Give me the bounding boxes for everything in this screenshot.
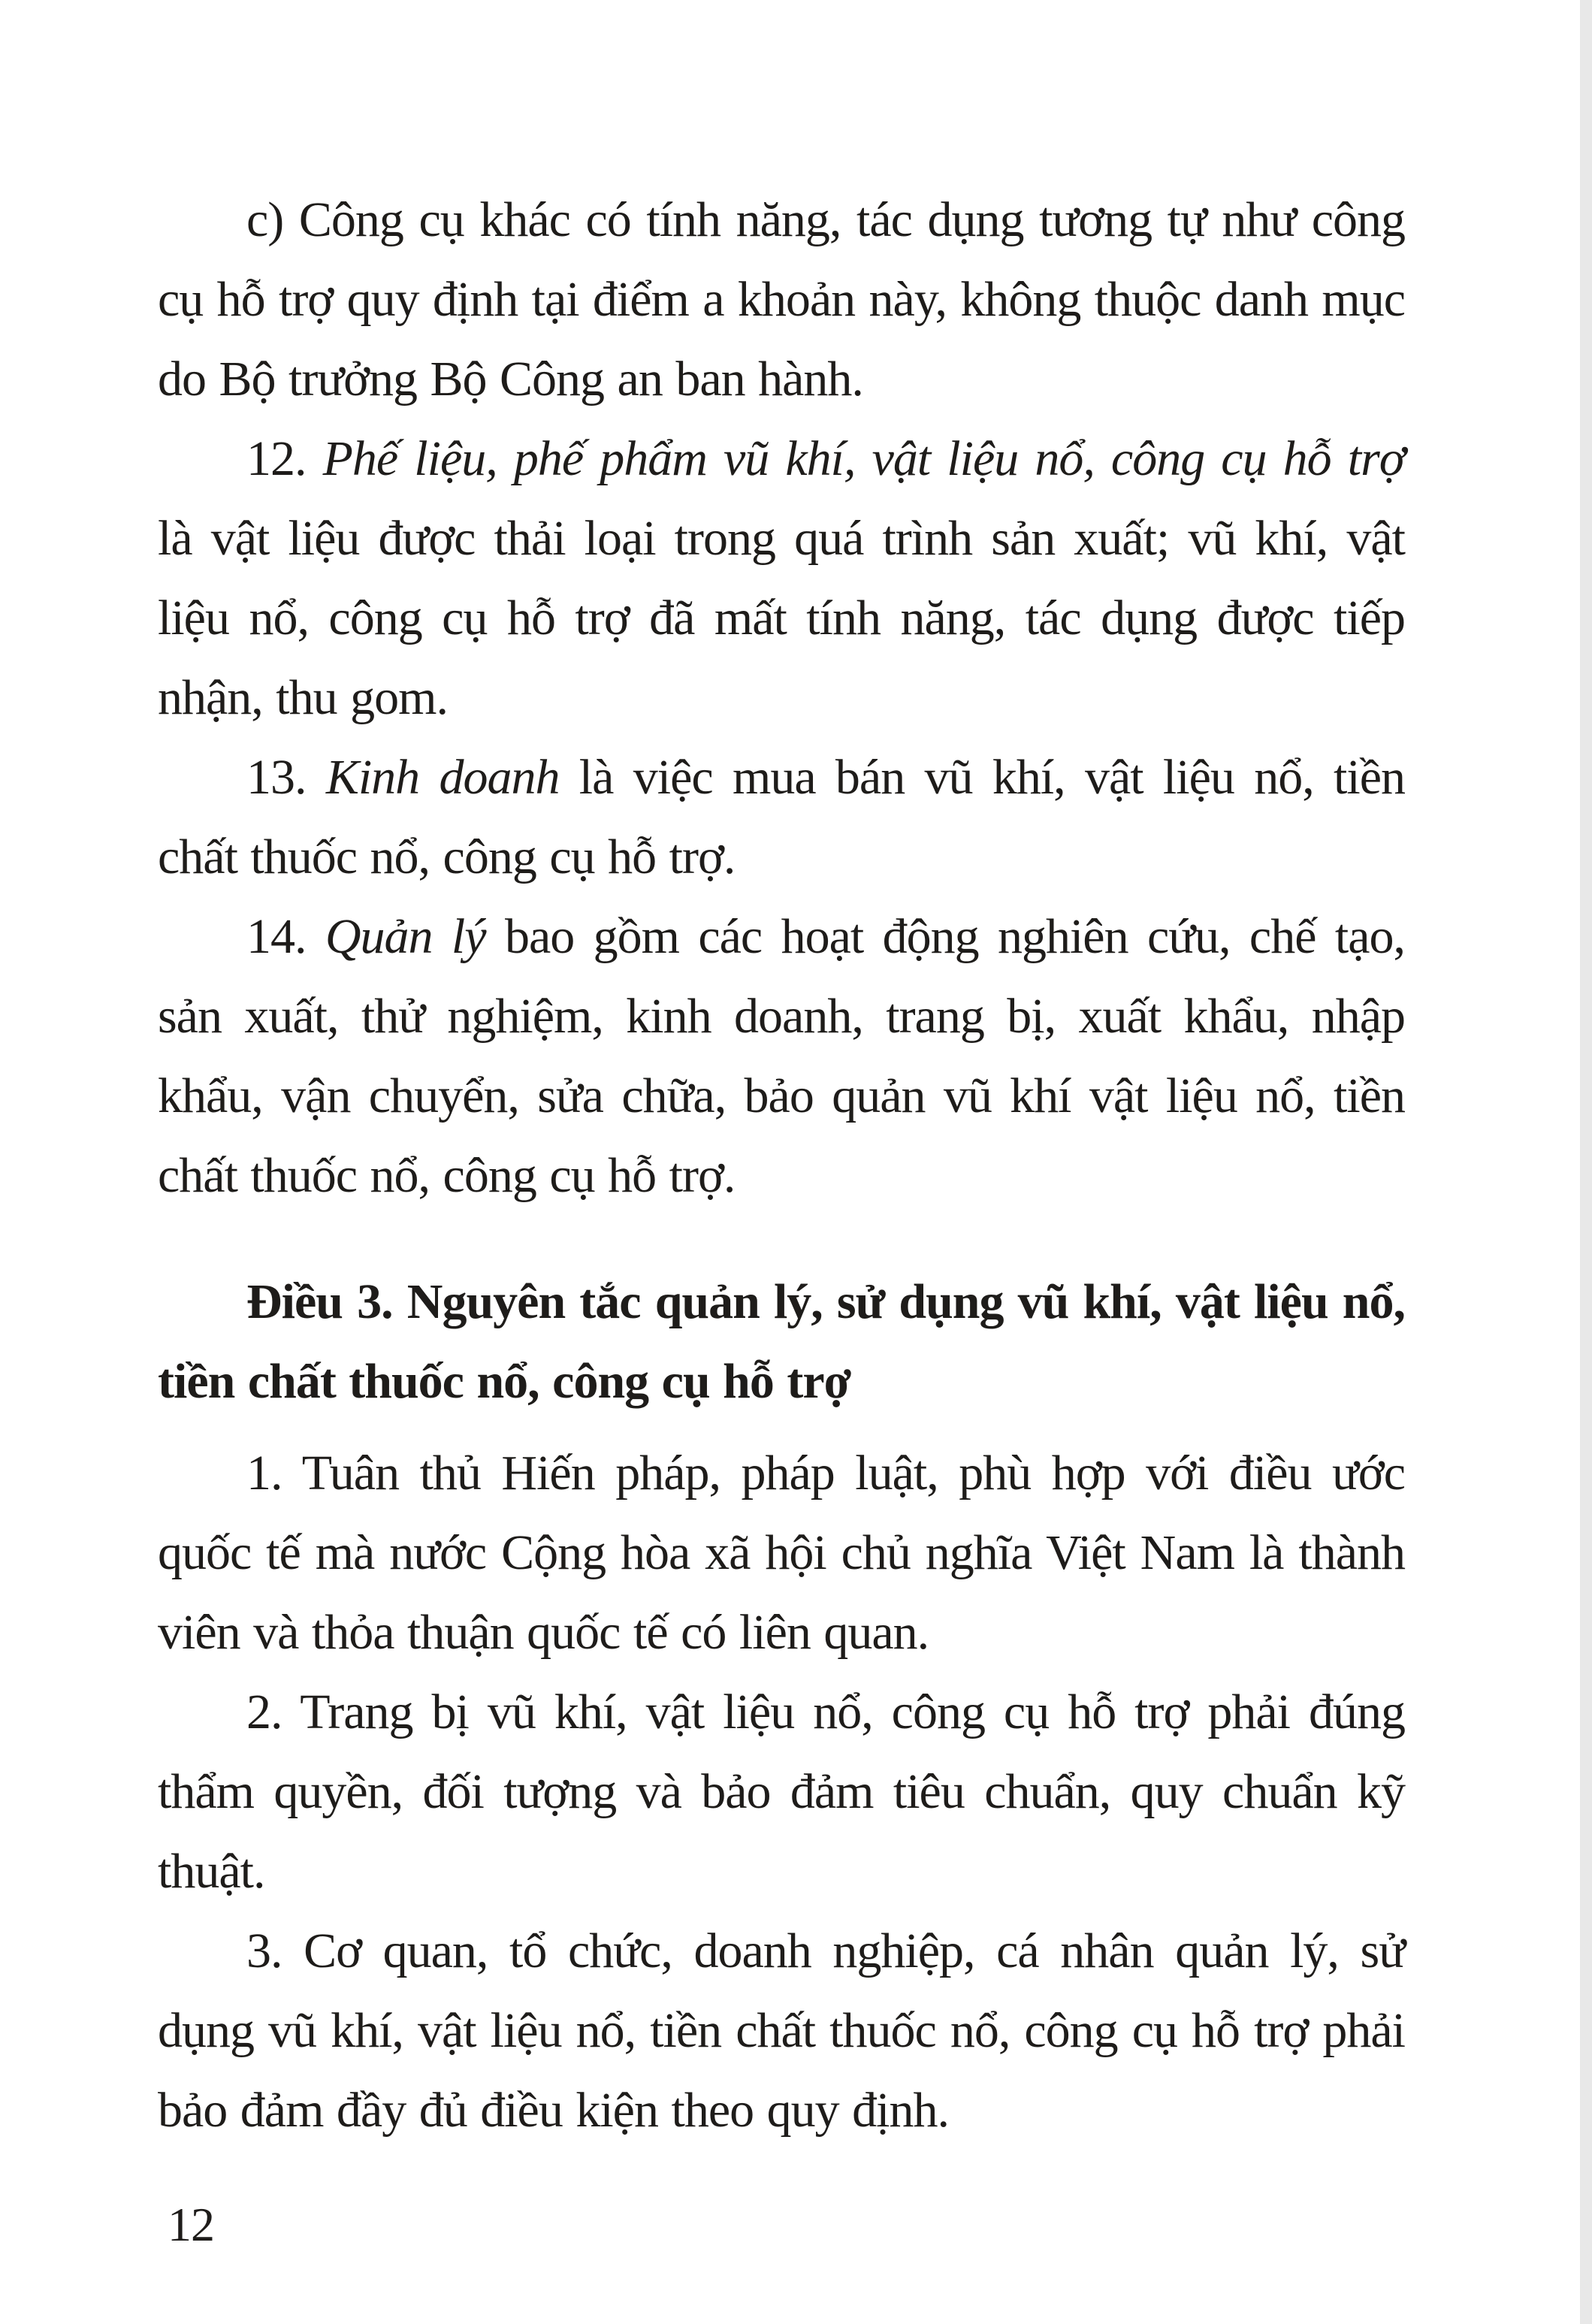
- clause-12-body: là vật liệu được thải loại trong quá trình sản xuất; vũ khí, vật liệu nổ, công cụ hỗ trợ đã mất tính năng, tác dụng được tiếp nhận, thu gom.: [158, 511, 1405, 725]
- clause-14-body: bao gồm các hoạt động nghiên cứu, chế tạo, sản xuất, thử nghiệm, kinh doanh, trang bị, xuất khẩu, nhập khẩu, vận chuyển, sửa chữa, bảo quản vũ khí vật liệu nổ, tiền chất thuốc nổ, công cụ hỗ trợ.: [158, 909, 1406, 1203]
- clause-14-term: Quản lý: [325, 909, 486, 964]
- clause-13-term: Kinh doanh: [325, 750, 560, 805]
- paragraph-point-c: c) Công cụ khác có tính năng, tác dụng tương tự như công cụ hỗ trợ quy định tại điểm a khoản này, không thuộc danh mục do Bộ trưởng Bộ Công an ban hành.: [158, 192, 1405, 406]
- scan-edge-strip: [1580, 0, 1592, 2324]
- article-3-heading: Điều 3. Nguyên tắc quản lý, sử dụng vũ khí, vật liệu nổ, tiền chất thuốc nổ, công cụ hỗ trợ: [158, 1274, 1405, 1409]
- paragraph-clause-2: 2. Trang bị vũ khí, vật liệu nổ, công cụ hỗ trợ phải đúng thẩm quyền, đối tượng và bảo đảm tiêu chuẩn, quy chuẩn kỹ thuật.: [158, 1685, 1405, 1899]
- paragraph-clause-1: 1. Tuân thủ Hiến pháp, pháp luật, phù hợp với điều ước quốc tế mà nước Cộng hòa xã hội chủ nghĩa Việt Nam là thành viên và thỏa thuận quốc tế có liên quan.: [158, 1446, 1405, 1660]
- paragraph-clause-12: [158, 419, 1405, 738]
- clause-13-number: 13.: [246, 750, 326, 805]
- clause-13-body: là việc mua bán vũ khí, vật liệu nổ, tiền chất thuốc nổ, công cụ hỗ trợ.: [158, 750, 1405, 884]
- paragraph-clause-3: 3. Cơ quan, tổ chức, doanh nghiệp, cá nhân quản lý, sử dụng vũ khí, vật liệu nổ, tiền chất thuốc nổ, công cụ hỗ trợ phải bảo đảm đầy đủ điều kiện theo quy định.: [158, 1924, 1405, 2138]
- paragraph-clause-14: [158, 897, 1405, 1216]
- paragraph-clause-13: [158, 738, 1405, 897]
- body-text-block: [158, 180, 1405, 2265]
- clause-12-term: Phế liệu, phế phẩm vũ khí, vật liệu nổ, công cụ hỗ trợ: [322, 431, 1406, 486]
- page-number: 12: [168, 2198, 214, 2251]
- clause-12-number: 12.: [246, 431, 323, 486]
- clause-14-number: 14.: [246, 909, 325, 964]
